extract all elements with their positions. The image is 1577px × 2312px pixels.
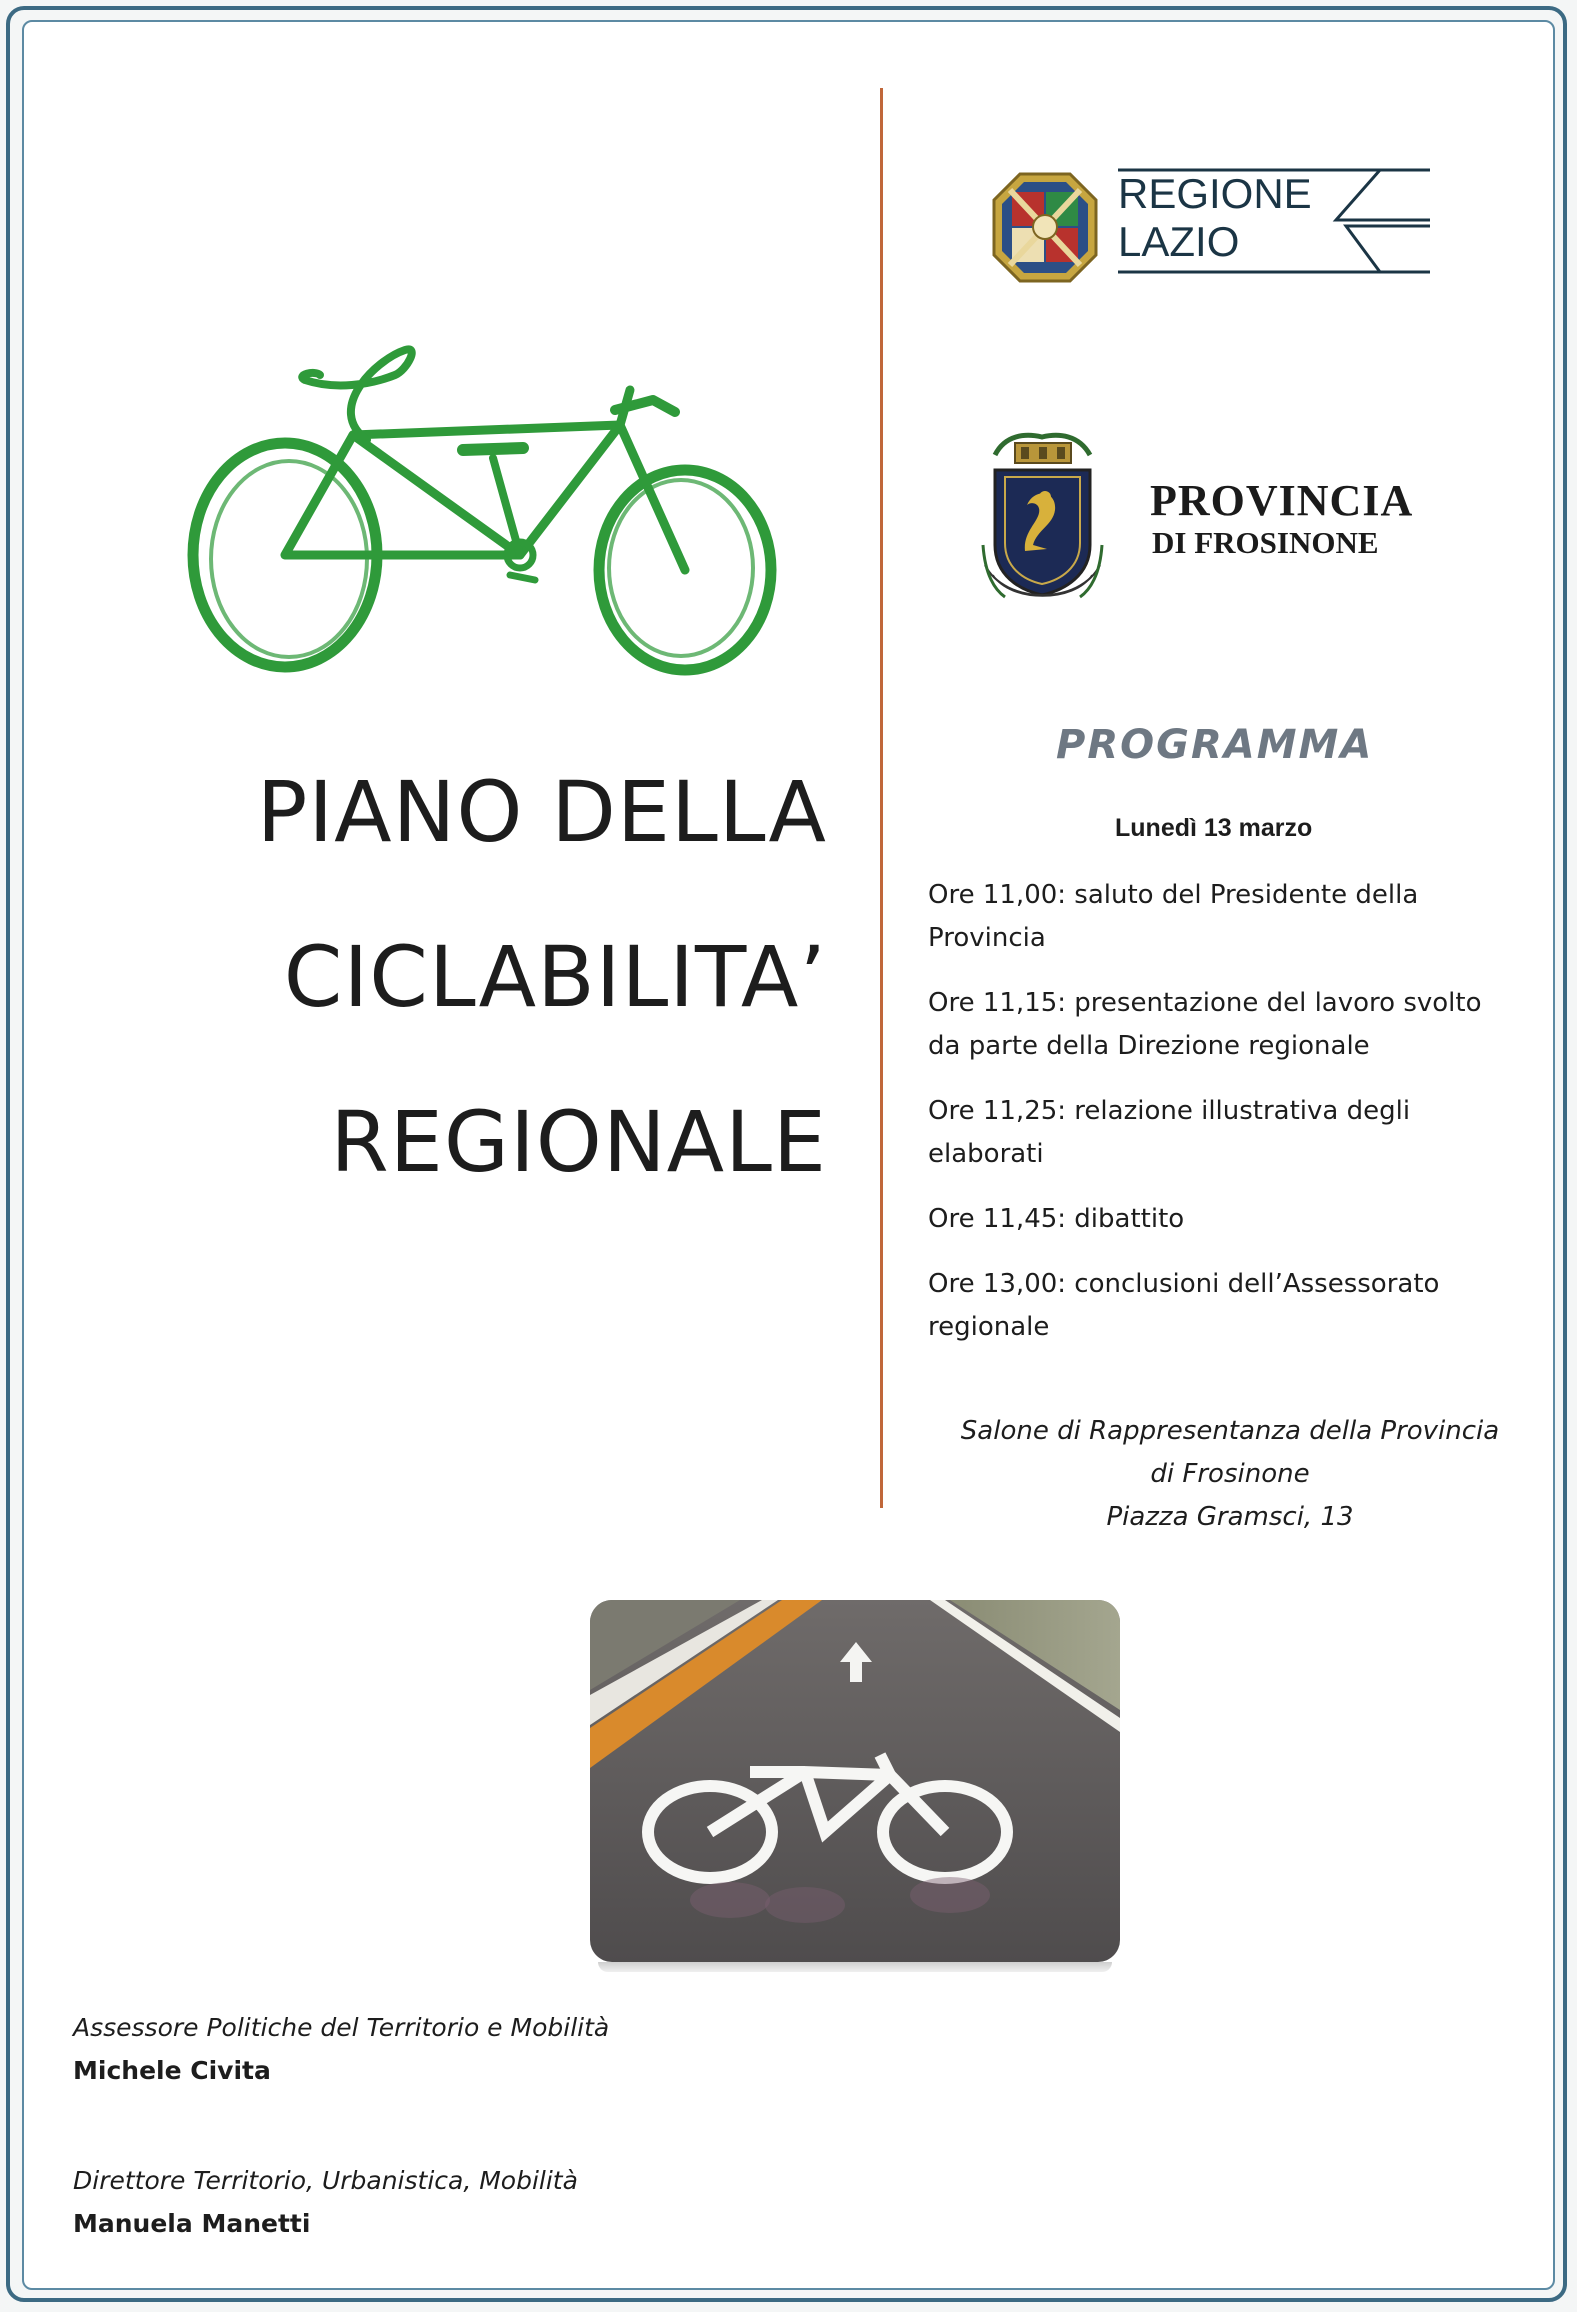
regione-logo-line-1: REGIONE [1118,170,1312,217]
poster-title-line-3: REGIONALE [330,1093,827,1191]
photo-shadow [598,1962,1112,1972]
vertical-divider [880,88,883,1508]
program-date: Lunedì 13 marzo [1115,814,1313,842]
program-item: Ore 11,15: presentazione del lavoro svolto da parte della Direzione regionale [928,988,1482,1061]
bike-lane-photo [590,1600,1120,1962]
program-heading: PROGRAMMA [1056,722,1374,768]
provincia-logo-line-2: DI FROSINONE [1152,525,1379,560]
provincia-coat-of-arms [975,425,1110,620]
program-list [928,874,1508,1371]
poster-title-line-2: CICLABILITA’ [283,928,827,1026]
program-item: Ore 11,25: relazione illustrativa degli elaborati [928,1096,1411,1169]
credit-role-1: Assessore Politiche del Territorio e Mobilità [73,2013,610,2042]
bicycle-icon [175,330,815,700]
venue-line-1: Salone di Rappresentanza della Provincia [960,1416,1500,1446]
venue-line-2: di Frosinone [1150,1459,1310,1489]
program-item: Ore 13,00: conclusioni dell’Assessorato regionale [928,1269,1440,1342]
program-item: Ore 11,45: dibattito [928,1204,1185,1234]
regione-lazio-logo [990,160,1430,290]
regione-logo-line-2: LAZIO [1118,218,1240,265]
credit-name-1: Michele Civita [73,2056,271,2085]
poster-title-line-1: PIANO DELLA [256,763,827,861]
provincia-logo-line-1: PROVINCIA [1150,476,1414,525]
regione-logo-lines-icon [1118,166,1430,278]
venue-info [900,1410,1560,1539]
provincia-frosinone-logo [975,425,1415,625]
credit-name-2: Manuela Manetti [73,2209,311,2238]
credit-role-2: Direttore Territorio, Urbanistica, Mobilità [73,2166,578,2195]
program-item: Ore 11,00: saluto del Presidente della Provincia [928,880,1419,953]
regione-lazio-emblem [990,170,1100,285]
venue-line-3: Piazza Gramsci, 13 [1106,1502,1354,1532]
